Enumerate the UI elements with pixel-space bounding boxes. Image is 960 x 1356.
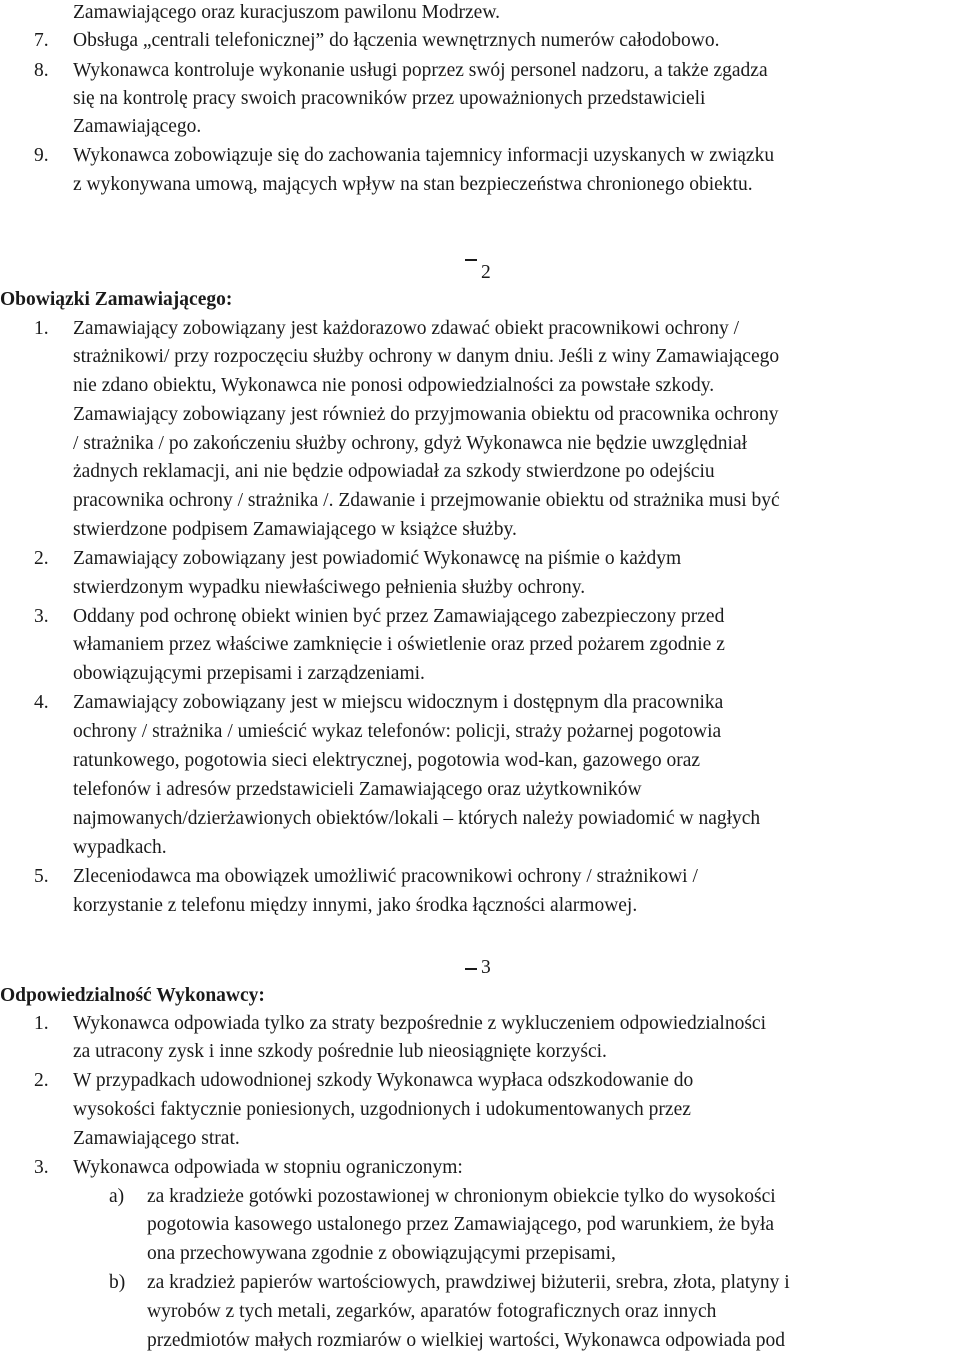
sublist-letter: a) bbox=[109, 1186, 125, 1207]
list-line: włamaniem przez właściwe zamknięcie i oświetlenie oraz przed pożarem zgodnie z bbox=[73, 634, 725, 655]
sublist-line: za kradzieże gotówki pozostawionej w chronionym obiekcie tylko do wysokości bbox=[147, 1186, 776, 1207]
list-number: 8. bbox=[34, 60, 49, 81]
list-line: Zamawiający zobowiązany jest w miejscu widocznym i dostępnym dla pracownika bbox=[73, 692, 724, 713]
list-line: strażnikowi/ przy rozpoczęciu służby ochrony w danym dniu. Jeśli z winy Zamawiającego bbox=[73, 346, 780, 367]
list-line: Zamawiający zobowiązany jest powiadomić Wykonawcę na piśmie o każdym bbox=[73, 548, 682, 569]
list-line: ratunkowego, pogotowia sieci elektrycznej, pogotowia wod-kan, gazowego oraz bbox=[73, 750, 701, 771]
list-line: W przypadkach udowodnionej szkody Wykonawca wypłaca odszkodowanie do bbox=[73, 1070, 694, 1091]
list-number: 1. bbox=[34, 318, 49, 339]
section-heading: Odpowiedzialność Wykonawcy: bbox=[0, 985, 265, 1006]
list-line: obowiązującymi przepisami i zarządzeniami. bbox=[73, 663, 425, 684]
list-line: ochrony / strażnika / umieścić wykaz telefonów: policji, straży pożarnej pogotowia bbox=[73, 721, 722, 742]
continuation-line: Zamawiającego oraz kuracjuszom pawilonu Modrzew. bbox=[73, 2, 501, 23]
list-line: Zamawiającego. bbox=[73, 116, 202, 137]
list-line: Wykonawca kontroluje wykonanie usługi poprzez swój personel nadzoru, a także zgadza bbox=[73, 60, 768, 81]
list-line: żadnych reklamacji, ani nie będzie odpowiadał za szkody stwierdzone po odejściu bbox=[73, 461, 715, 482]
list-line: Wykonawca zobowiązuje się do zachowania tajemnicy informacji uzyskanych w związku bbox=[73, 145, 775, 166]
list-line: najmowanych/dzierżawionych obiektów/lokali – których należy powiadomić w nagłych bbox=[73, 808, 761, 829]
list-line: się na kontrolę pracy swoich pracowników przez upoważnionych przedstawicieli bbox=[73, 88, 706, 109]
list-line: z wykonywana umową, mających wpływ na stan bezpieczeństwa chronionego obiektu. bbox=[73, 174, 753, 195]
list-number: 7. bbox=[34, 30, 49, 51]
list-line: stwierdzonym wypadku niewłaściwego pełnienia służby ochrony. bbox=[73, 577, 586, 598]
list-number: 3. bbox=[34, 606, 49, 627]
list-number: 5. bbox=[34, 866, 49, 887]
section-sign bbox=[465, 968, 477, 970]
list-line: Oddany pod ochronę obiekt winien być przez Zamawiającego zabezpieczony przed bbox=[73, 606, 725, 627]
list-line: Zleceniodawca ma obowiązek umożliwić pracownikowi ochrony / strażnikowi / bbox=[73, 866, 698, 887]
list-number: 2. bbox=[34, 1070, 49, 1091]
list-line: wypadkach. bbox=[73, 837, 167, 858]
list-number: 1. bbox=[34, 1013, 49, 1034]
section-sign bbox=[465, 259, 477, 261]
list-line: nie zdano obiektu, Wykonawca nie ponosi odpowiedzialności za powstałe szkody. bbox=[73, 375, 715, 396]
list-number: 9. bbox=[34, 145, 49, 166]
list-line: wysokości faktycznie poniesionych, uzgodnionych i udokumentowanych przez bbox=[73, 1099, 691, 1120]
list-line: / strażnika / po zakończeniu służby ochrony, gdyż Wykonawca nie będzie uwzględniał bbox=[73, 433, 748, 454]
list-line: Zamawiającego strat. bbox=[73, 1128, 240, 1149]
sublist-line: ona przechowywana zgodnie z obowiązującymi przepisami, bbox=[147, 1243, 616, 1264]
list-line: telefonów i adresów przedstawicieli Zamawiającego oraz użytkowników bbox=[73, 779, 642, 800]
list-line: Zamawiający zobowiązany jest również do przyjmowania obiektu od pracownika ochrony bbox=[73, 404, 779, 425]
section-number: 2 bbox=[481, 262, 491, 283]
list-number: 4. bbox=[34, 692, 49, 713]
list-line: za utracony zysk i inne szkody pośrednie lub nieosiągnięte korzyści. bbox=[73, 1041, 607, 1062]
section-heading: Obowiązki Zamawiającego: bbox=[0, 289, 233, 310]
sublist-line: przedmiotów małych rozmiarów o wielkiej wartości, Wykonawca odpowiada pod bbox=[147, 1330, 785, 1351]
sublist-line: za kradzież papierów wartościowych, prawdziwej biżuterii, srebra, złota, platyny i bbox=[147, 1272, 790, 1293]
sublist-line: pogotowia kasowego ustalonego przez Zamawiającego, pod warunkiem, że była bbox=[147, 1214, 775, 1235]
list-line: Zamawiający zobowiązany jest każdorazowo zdawać obiekt pracownikowi ochrony / bbox=[73, 318, 739, 339]
list-line: Obsługa „centrali telefonicznej” do łączenia wewnętrznych numerów całodobowo. bbox=[73, 30, 720, 51]
list-number: 2. bbox=[34, 548, 49, 569]
list-number: 3. bbox=[34, 1157, 49, 1178]
list-line: korzystanie z telefonu między innymi, jako środka łączności alarmowej. bbox=[73, 895, 638, 916]
list-line: pracownika ochrony / strażnika /. Zdawanie i przejmowanie obiektu od strażnika musi być bbox=[73, 490, 780, 511]
sublist-letter: b) bbox=[109, 1272, 126, 1293]
list-line: Wykonawca odpowiada w stopniu ograniczonym: bbox=[73, 1157, 463, 1178]
list-line: stwierdzone podpisem Zamawiającego w książce służby. bbox=[73, 519, 517, 540]
section-number: 3 bbox=[481, 957, 491, 978]
list-line: Wykonawca odpowiada tylko za straty bezpośrednie z wykluczeniem odpowiedzialności bbox=[73, 1013, 767, 1034]
sublist-line: wyrobów z tych metali, zegarków, aparatów fotograficznych oraz innych bbox=[147, 1301, 717, 1322]
